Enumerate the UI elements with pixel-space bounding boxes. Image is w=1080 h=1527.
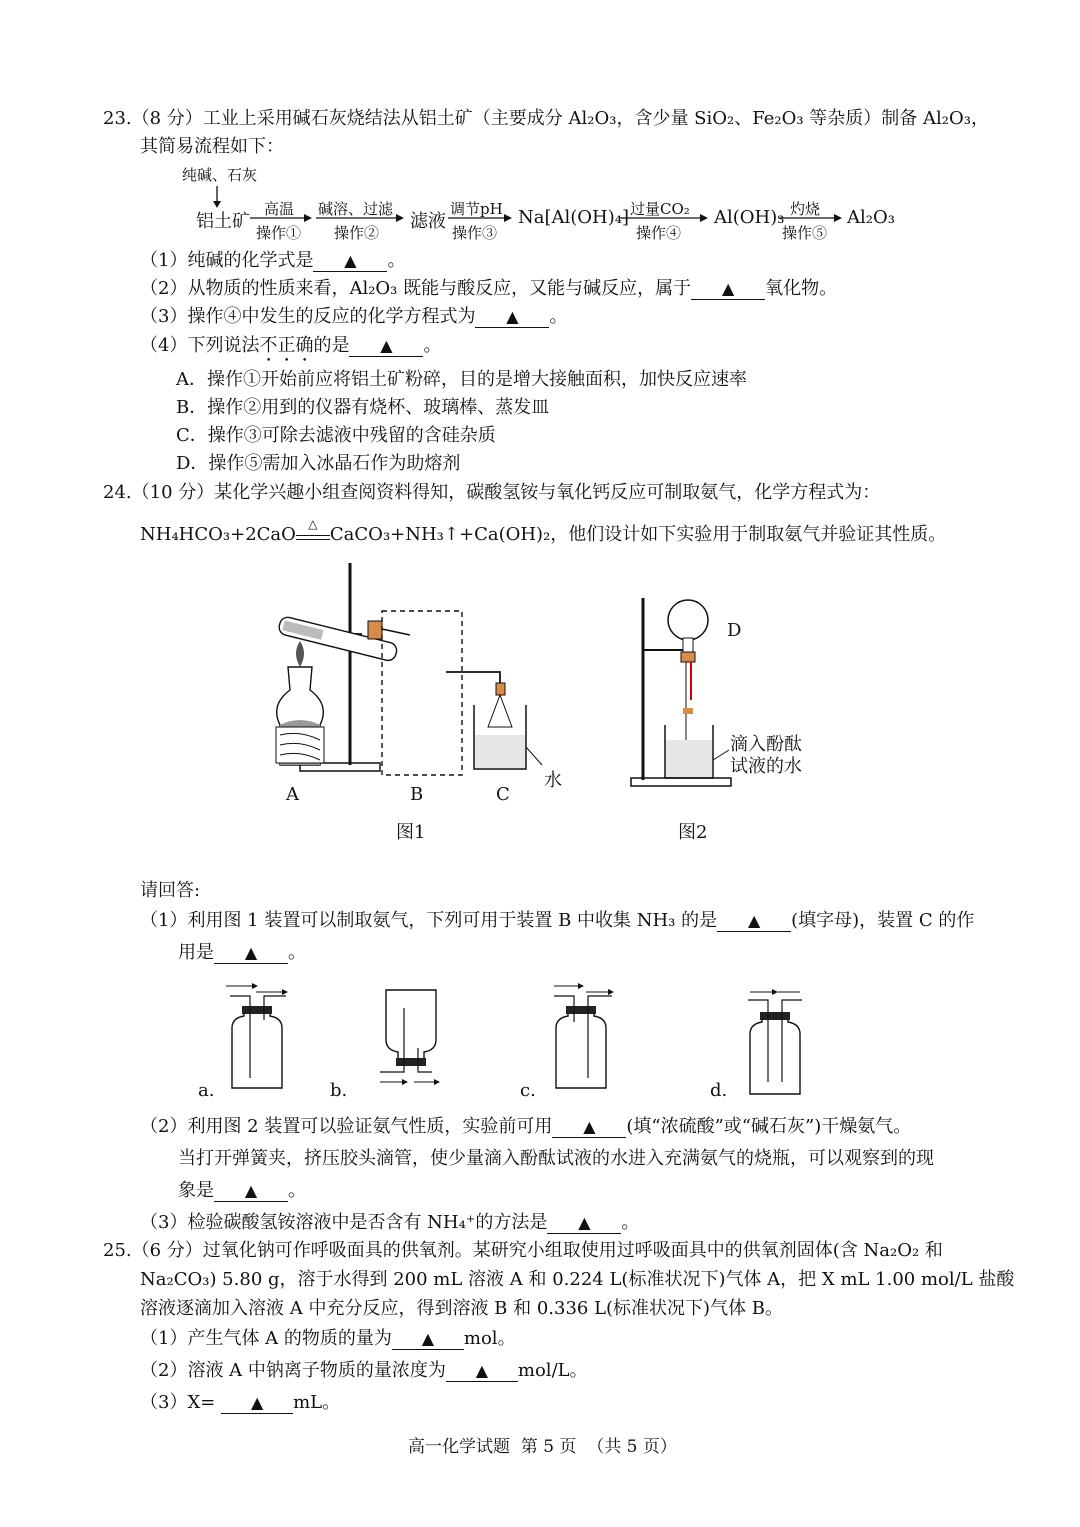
answer-mark: ▲: [244, 1181, 258, 1200]
q23-sub4-emphasis: 不正确: [259, 335, 314, 356]
stopper: [368, 621, 382, 639]
fig2-label-water2: 试液的水: [730, 756, 802, 777]
answer-mark: ▲: [421, 1329, 435, 1348]
flow-start: 铝土矿: [196, 211, 250, 232]
q25-sub3-end: mL。: [293, 1392, 341, 1413]
water-pointer: [713, 750, 729, 760]
answer-mark: ▲: [583, 1117, 596, 1136]
fig1-label-a: A: [286, 784, 299, 805]
flow-op1-bottom: 操作①: [256, 224, 302, 242]
q24-sub1-text2: (填字母)，装置 C 的作: [791, 910, 975, 931]
q24-sub2-line1: [140, 1114, 911, 1140]
answer-mark: ▲: [578, 1213, 591, 1232]
q23-sub3: [140, 304, 567, 330]
fig2-label-water1: 滴入酚酞: [730, 734, 802, 755]
q25-stem-line1: 25.（6 分）过氧化钠可作呼吸面具的供氧剂。某研究小组取使用过呼吸面具中的供氧剂固体(含 Na₂O₂ 和: [103, 1240, 943, 1261]
q24-sub2-answer-blank-2[interactable]: [214, 1181, 288, 1202]
q25-stem-line2: Na₂CO₃) 5.80 g，溶于水得到 200 mL 溶液 A 和 0.224 L(标准状况下)气体 A，把 X mL 1.00 mol/L 盐酸: [140, 1269, 1015, 1290]
q24-sub1-end: 。: [288, 942, 306, 963]
q23-sub3-end: 。: [549, 306, 568, 327]
answer-mark: ▲: [721, 279, 735, 298]
q23-sub4-answer-blank[interactable]: [349, 336, 423, 357]
figure-1-apparatus: [250, 555, 580, 805]
flow-op4-bottom: 操作④: [636, 224, 682, 242]
q25-sub1-answer-blank[interactable]: [392, 1329, 464, 1350]
q24-sub1-answer-blank-1[interactable]: [717, 911, 791, 932]
c-tube: [446, 672, 500, 685]
fig1-label-c: C: [496, 784, 510, 805]
q23-sub3-answer-blank[interactable]: [475, 307, 549, 328]
q24-equation: [140, 517, 947, 548]
q23-sub1-text: （1）纯碱的化学式是: [140, 250, 314, 271]
wooden-block: [276, 727, 324, 763]
funnel: [488, 695, 512, 727]
stand-base: [631, 778, 731, 786]
q25-sub3-answer-blank[interactable]: [221, 1393, 293, 1414]
flask: [668, 600, 708, 640]
q23-sub4-text2: 的是: [313, 335, 350, 356]
fig1-caption: 图1: [396, 822, 426, 843]
q23-sub2-answer-blank[interactable]: [691, 279, 765, 300]
fig1-label-b: B: [410, 784, 424, 805]
q23-sub4-text: （4）下列说法: [140, 335, 260, 356]
answer-mark: ▲: [747, 911, 761, 930]
bottle-label-d: d.: [710, 1080, 728, 1101]
q23-sub2: [140, 276, 837, 302]
q24-sub2-end: 。: [288, 1180, 306, 1201]
q23-stem-line1: 23.（8 分）工业上采用碱石灰烧结法从铝土矿（主要成分 Al₂O₃，含少量 SiO₂、Fe₂O₃ 等杂质）制备 Al₂O₃，: [103, 108, 989, 129]
answer-mark: ▲: [344, 251, 357, 270]
flow-op3-top: 调节pH: [450, 200, 503, 218]
q25-sub1-end: mol。: [463, 1328, 516, 1349]
flow-mid1: 滤液: [410, 211, 446, 232]
bottle-b: [380, 990, 440, 1085]
q24-sub3: [140, 1210, 639, 1236]
q25-sub2-text: （2）溶液 A 中钠离子物质的量浓度为: [140, 1360, 446, 1381]
flow-reagent: 纯碱、石灰: [182, 166, 258, 184]
flow-op1-top: 高温: [264, 200, 295, 218]
c-connector: [496, 683, 505, 695]
q23-sub1-end: 。: [387, 250, 406, 271]
phenolphthalein-water: [666, 740, 712, 777]
q24-eq-right: CaCO₃+NH₃↑+Ca(OH)₂，他们设计如下实验用于制取氨气并验证其性质。: [329, 524, 947, 545]
q24-prompt: 请回答:: [140, 880, 201, 901]
q23-sub3-text: （3）操作④中发生的反应的化学方程式为: [140, 306, 476, 327]
q25-stem-line3: 溶液逐滴加入溶液 A 中充分反应，得到溶液 B 和 0.336 L(标准状况下)气体 B。: [140, 1298, 784, 1319]
flow-op4-top: 过量CO₂: [630, 200, 690, 218]
q24-eq-left: NH₄HCO₃+2CaO: [140, 524, 296, 545]
flow-op2-bottom: 操作②: [334, 224, 380, 242]
fig1-label-water: 水: [544, 770, 562, 791]
q24-sub1-line2: [178, 940, 306, 966]
q25-sub1-text: （1）产生气体 A 的物质的量为: [140, 1328, 392, 1349]
q24-sub2-line2: 当打开弹簧夹，挤压胶头滴管，使少量滴入酚酞试液的水进入充满氨气的烧瓶，可以观察到的现: [178, 1148, 934, 1169]
spring-clip: [683, 708, 693, 714]
q25-sub2-answer-blank[interactable]: [446, 1361, 518, 1382]
answer-mark: ▲: [244, 943, 258, 962]
q24-sub2-line3: [178, 1178, 306, 1204]
q24-sub1-text: （1）利用图 1 装置可以制取氨气，下列可用于装置 B 中收集 NH₃ 的是: [140, 910, 718, 931]
flow-op5-bottom: 操作⑤: [782, 224, 828, 242]
answer-mark: ▲: [506, 307, 519, 326]
water-pointer: [526, 747, 542, 765]
q23-sub4-end: 。: [423, 335, 442, 356]
q23-sub1-answer-blank[interactable]: [313, 251, 387, 272]
q23-sub4: [140, 333, 441, 366]
q23-sub1: [140, 248, 405, 274]
q24-sub2-text: （2）利用图 2 装置可以验证氨气性质，实验前可用: [140, 1116, 553, 1137]
flow-end: Al₂O₃: [847, 207, 895, 228]
flow-op3-bottom: 操作③: [452, 224, 498, 242]
bottle-label-b: b.: [330, 1080, 348, 1101]
bottle-c: [554, 983, 614, 1088]
answer-mark: ▲: [250, 1393, 264, 1412]
flask-stopper: [681, 652, 695, 662]
q23-sub2-text: （2）从物质的性质来看，Al₂O₃ 既能与酸反应，又能与碱反应，属于: [140, 278, 692, 299]
flow-op5-top: 灼烧: [790, 200, 821, 218]
q25-sub3-text: （3）X=: [140, 1392, 216, 1413]
q23-option-b: B．操作②用到的仪器有烧杯、玻璃棒、蒸发皿: [176, 397, 550, 418]
q24-sub2-answer-blank-1[interactable]: [552, 1117, 626, 1138]
bottle-label-a: a.: [198, 1080, 215, 1101]
flame: [296, 641, 304, 667]
answer-mark: ▲: [475, 1361, 489, 1380]
q24-sub3-answer-blank[interactable]: [547, 1213, 621, 1234]
q24-eq-condition: △: [308, 517, 318, 531]
q24-sub3-text: （3）检验碳酸氢铵溶液中是否含有 NH₄⁺的方法是: [140, 1212, 548, 1233]
fig2-caption: 图2: [678, 822, 708, 843]
q24-stem-line1: 24.（10 分）某化学兴趣小组查阅资料得知，碳酸氢铵与氧化钙反应可制取氨气，化学方程式为：: [103, 482, 881, 503]
q25-sub2: [140, 1358, 588, 1384]
page-footer: 高一化学试题 第 5 页 （共 5 页）: [408, 1437, 677, 1457]
flow-mid2: Na[Al(OH)₄]: [518, 207, 629, 228]
q23-stem-line2: 其简易流程如下：: [140, 136, 284, 157]
bottle-label-c: c.: [520, 1080, 536, 1101]
fig2-label-d: D: [727, 620, 742, 641]
flow-op2-top: 碱溶、过滤: [318, 200, 394, 218]
q23-option-c: C．操作③可除去滤液中残留的含硅杂质: [176, 425, 496, 446]
q25-sub1: [140, 1326, 516, 1352]
q25-sub3: [140, 1390, 340, 1416]
flow-mid3: Al(OH)₃: [714, 207, 785, 228]
answer-mark: ▲: [380, 336, 393, 355]
bottle-d: [748, 989, 802, 1094]
bottle-a: [226, 983, 288, 1088]
water-c: [475, 735, 525, 768]
q24-sub2-text3: 象是: [178, 1180, 214, 1201]
q24-eq-arrow: [296, 517, 330, 540]
q24-sub3-end: 。: [621, 1212, 640, 1233]
q24-sub1-line1: [140, 908, 974, 934]
delivery-tube: [382, 629, 410, 635]
q24-sub1-text3: 用是: [178, 942, 214, 963]
q23-option-a: A．操作①开始前应将铝土矿粉碎，目的是增大接触面积，加快反应速率: [176, 369, 747, 390]
q25-sub2-end: mol/L。: [517, 1360, 588, 1381]
q24-sub2-text2: (填“浓硫酸”或“碱石灰”)干燥氨气。: [626, 1116, 912, 1137]
q24-sub1-answer-blank-2[interactable]: [214, 943, 288, 964]
device-b-box: [382, 611, 462, 775]
q23-option-d: D．操作⑤需加入冰晶石作为助熔剂: [176, 453, 461, 474]
q23-sub2-end: 氧化物。: [765, 278, 838, 299]
